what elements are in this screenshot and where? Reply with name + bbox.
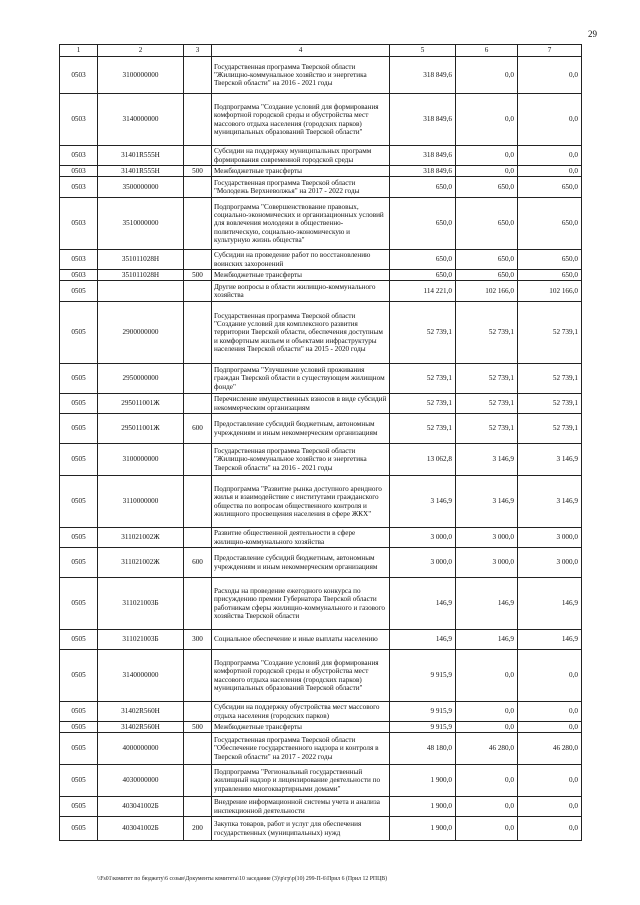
amount-year2-cell: 0,0 bbox=[456, 797, 518, 817]
amount-year3-cell: 0,0 bbox=[518, 722, 582, 733]
amount-year2-cell: 0,0 bbox=[456, 94, 518, 146]
table-row bbox=[60, 146, 582, 166]
target-article-cell: 3100000000 bbox=[98, 444, 184, 476]
description-cell: Субсидии на поддержку обустройства мест массового отдыха населения (городских парков) bbox=[212, 702, 390, 722]
table-row bbox=[60, 250, 582, 270]
table-row bbox=[60, 198, 582, 250]
section-code-cell: 0505 bbox=[60, 281, 98, 302]
amount-year3-cell: 0,0 bbox=[518, 94, 582, 146]
amount-year3-cell: 650,0 bbox=[518, 198, 582, 250]
column-header: 5 bbox=[390, 45, 456, 57]
table-row bbox=[60, 722, 582, 733]
expense-type-cell bbox=[184, 528, 212, 548]
target-article-cell: 3140000000 bbox=[98, 650, 184, 702]
expense-type-cell bbox=[184, 57, 212, 94]
column-header: 3 bbox=[184, 45, 212, 57]
amount-year1-cell: 1 900,0 bbox=[390, 797, 456, 817]
description-cell: Предоставление субсидий бюджетным, автономным учреждениям и иным некоммерческим организациям bbox=[212, 548, 390, 578]
amount-year2-cell: 650,0 bbox=[456, 198, 518, 250]
table-row bbox=[60, 476, 582, 528]
target-article-cell: 2900000000 bbox=[98, 302, 184, 364]
table-row bbox=[60, 650, 582, 702]
target-article-cell: 311021003Б bbox=[98, 630, 184, 650]
table-row bbox=[60, 94, 582, 146]
amount-year2-cell: 3 146,9 bbox=[456, 476, 518, 528]
section-code-cell: 0505 bbox=[60, 528, 98, 548]
table-row bbox=[60, 548, 582, 578]
section-code-cell: 0505 bbox=[60, 548, 98, 578]
section-code-cell: 0503 bbox=[60, 270, 98, 281]
table-header-row bbox=[60, 45, 582, 57]
section-code-cell: 0503 bbox=[60, 94, 98, 146]
amount-year2-cell: 0,0 bbox=[456, 146, 518, 166]
amount-year1-cell: 146,9 bbox=[390, 630, 456, 650]
amount-year2-cell: 0,0 bbox=[456, 722, 518, 733]
expense-type-cell bbox=[184, 394, 212, 414]
target-article-cell: 311021002Ж bbox=[98, 548, 184, 578]
table-row bbox=[60, 765, 582, 797]
table-row bbox=[60, 57, 582, 94]
column-header: 6 bbox=[456, 45, 518, 57]
description-cell: Подпрограмма "Региональный государственный жилищный надзор и лицензирование деятельности по управлению многоквартирными домами" bbox=[212, 765, 390, 797]
amount-year2-cell: 3 000,0 bbox=[456, 548, 518, 578]
description-cell: Межбюджетные трансферты bbox=[212, 166, 390, 177]
section-code-cell: 0505 bbox=[60, 797, 98, 817]
description-cell: Внедрение информационной системы учета и анализа инспекционной деятельности bbox=[212, 797, 390, 817]
amount-year3-cell: 650,0 bbox=[518, 177, 582, 198]
amount-year2-cell: 650,0 bbox=[456, 250, 518, 270]
section-code-cell: 0505 bbox=[60, 733, 98, 765]
amount-year2-cell: 102 166,0 bbox=[456, 281, 518, 302]
table-row bbox=[60, 630, 582, 650]
expense-type-cell: 600 bbox=[184, 414, 212, 444]
column-header: 4 bbox=[212, 45, 390, 57]
budget-table bbox=[59, 44, 582, 841]
description-cell: Развитие общественной деятельности в сфере жилищно-коммунального хозяйства bbox=[212, 528, 390, 548]
target-article-cell: 3510000000 bbox=[98, 198, 184, 250]
column-header: 1 bbox=[60, 45, 98, 57]
amount-year1-cell: 52 739,1 bbox=[390, 414, 456, 444]
expense-type-cell: 500 bbox=[184, 722, 212, 733]
amount-year2-cell: 52 739,1 bbox=[456, 302, 518, 364]
table-row bbox=[60, 817, 582, 841]
amount-year3-cell: 0,0 bbox=[518, 650, 582, 702]
table-row bbox=[60, 302, 582, 364]
target-article-cell: 4030000000 bbox=[98, 765, 184, 797]
amount-year3-cell: 3 146,9 bbox=[518, 444, 582, 476]
expense-type-cell: 200 bbox=[184, 817, 212, 841]
expense-type-cell bbox=[184, 364, 212, 394]
amount-year1-cell: 650,0 bbox=[390, 177, 456, 198]
amount-year3-cell: 0,0 bbox=[518, 166, 582, 177]
column-header: 2 bbox=[98, 45, 184, 57]
amount-year1-cell: 650,0 bbox=[390, 270, 456, 281]
description-cell: Подпрограмма "Улучшение условий проживания граждан Тверской области в существующем жилищном фонде" bbox=[212, 364, 390, 394]
table-row bbox=[60, 702, 582, 722]
description-cell: Предоставление субсидий бюджетным, автономным учреждениям и иным некоммерческим организациям bbox=[212, 414, 390, 444]
amount-year1-cell: 52 739,1 bbox=[390, 302, 456, 364]
target-article-cell: 311021003Б bbox=[98, 578, 184, 630]
amount-year1-cell: 3 000,0 bbox=[390, 548, 456, 578]
table-row bbox=[60, 364, 582, 394]
amount-year2-cell: 0,0 bbox=[456, 166, 518, 177]
amount-year2-cell: 650,0 bbox=[456, 177, 518, 198]
target-article-cell: 31401R555H bbox=[98, 166, 184, 177]
target-article-cell: 351011028Н bbox=[98, 250, 184, 270]
target-article-cell bbox=[98, 281, 184, 302]
section-code-cell: 0505 bbox=[60, 702, 98, 722]
amount-year2-cell: 0,0 bbox=[456, 765, 518, 797]
amount-year1-cell: 48 180,0 bbox=[390, 733, 456, 765]
description-cell: Расходы на проведение ежегодного конкурса по присуждению премии Губернатора Тверской области работникам сферы жилищно-коммунального и газового хозяйства Тверской области bbox=[212, 578, 390, 630]
description-cell: Государственная программа Тверской области "Жилищно-коммунальное хозяйство и энергетика Тверской области" на 2016 - 2021 годы bbox=[212, 444, 390, 476]
expense-type-cell bbox=[184, 94, 212, 146]
section-code-cell: 0505 bbox=[60, 394, 98, 414]
table-row bbox=[60, 528, 582, 548]
amount-year2-cell: 0,0 bbox=[456, 817, 518, 841]
expense-type-cell bbox=[184, 797, 212, 817]
table-row bbox=[60, 394, 582, 414]
table-row bbox=[60, 414, 582, 444]
section-code-cell: 0505 bbox=[60, 578, 98, 630]
amount-year3-cell: 0,0 bbox=[518, 146, 582, 166]
description-cell: Подпрограмма "Создание условий для формирования комфортной городской среды и обустройства мест массового отдыха населения (городских парков) муниципальных образований Тверской области" bbox=[212, 650, 390, 702]
expense-type-cell bbox=[184, 146, 212, 166]
amount-year3-cell: 3 146,9 bbox=[518, 476, 582, 528]
section-code-cell: 0505 bbox=[60, 414, 98, 444]
target-article-cell: 3110000000 bbox=[98, 476, 184, 528]
table-row bbox=[60, 733, 582, 765]
description-cell: Государственная программа Тверской области "Создание условий для комплексного развития территории Тверской области, обеспечения доступным и комфортным жильем и объектами инфраструктуры населения Тверской области" на 2015 - 2020 годы bbox=[212, 302, 390, 364]
section-code-cell: 0503 bbox=[60, 198, 98, 250]
description-cell: Государственная программа Тверской области "Молодежь Верхневолжья" на 2017 - 2022 годы bbox=[212, 177, 390, 198]
amount-year1-cell: 52 739,1 bbox=[390, 364, 456, 394]
section-code-cell: 0505 bbox=[60, 302, 98, 364]
amount-year1-cell: 3 000,0 bbox=[390, 528, 456, 548]
target-article-cell: 4000000000 bbox=[98, 733, 184, 765]
target-article-cell: 31401R555H bbox=[98, 146, 184, 166]
amount-year2-cell: 52 739,1 bbox=[456, 394, 518, 414]
section-code-cell: 0503 bbox=[60, 177, 98, 198]
amount-year2-cell: 3 146,9 bbox=[456, 444, 518, 476]
section-code-cell: 0505 bbox=[60, 364, 98, 394]
file-path-footer: \\Fs01\комитет по бюджету\6 созыв\Документы комитета\10 заседание (3)\р\гр\р(10) 299-П-6\Прил 6 (Прил 12 РПЦВ) bbox=[97, 876, 388, 882]
expense-type-cell bbox=[184, 650, 212, 702]
section-code-cell: 0503 bbox=[60, 146, 98, 166]
target-article-cell: 2950000000 bbox=[98, 364, 184, 394]
target-article-cell: 31402R560H bbox=[98, 722, 184, 733]
amount-year2-cell: 650,0 bbox=[456, 270, 518, 281]
expense-type-cell: 300 bbox=[184, 630, 212, 650]
page-number: 29 bbox=[588, 29, 597, 39]
amount-year3-cell: 52 739,1 bbox=[518, 414, 582, 444]
description-cell: Другие вопросы в области жилищно-коммунального хозяйства bbox=[212, 281, 390, 302]
amount-year2-cell: 0,0 bbox=[456, 57, 518, 94]
amount-year3-cell: 0,0 bbox=[518, 817, 582, 841]
expense-type-cell bbox=[184, 765, 212, 797]
amount-year1-cell: 650,0 bbox=[390, 250, 456, 270]
description-cell: Социальное обеспечение и иные выплаты населению bbox=[212, 630, 390, 650]
expense-type-cell bbox=[184, 578, 212, 630]
amount-year1-cell: 146,9 bbox=[390, 578, 456, 630]
section-code-cell: 0505 bbox=[60, 650, 98, 702]
expense-type-cell: 600 bbox=[184, 548, 212, 578]
description-cell: Закупка товаров, работ и услуг для обеспечения государственных (муниципальных) нужд bbox=[212, 817, 390, 841]
expense-type-cell bbox=[184, 250, 212, 270]
description-cell: Перечисление имущественных взносов в виде субсидий некоммерческим организациям bbox=[212, 394, 390, 414]
expense-type-cell bbox=[184, 444, 212, 476]
amount-year1-cell: 1 900,0 bbox=[390, 765, 456, 797]
target-article-cell: 3100000000 bbox=[98, 57, 184, 94]
amount-year1-cell: 318 849,6 bbox=[390, 94, 456, 146]
section-code-cell: 0505 bbox=[60, 817, 98, 841]
description-cell: Государственная программа Тверской области "Жилищно-коммунальное хозяйство и энергетика Тверской области" на 2016 - 2021 годы bbox=[212, 57, 390, 94]
amount-year1-cell: 13 062,8 bbox=[390, 444, 456, 476]
table-body bbox=[60, 57, 582, 841]
description-cell: Межбюджетные трансферты bbox=[212, 270, 390, 281]
amount-year1-cell: 114 221,0 bbox=[390, 281, 456, 302]
amount-year3-cell: 0,0 bbox=[518, 702, 582, 722]
section-code-cell: 0503 bbox=[60, 57, 98, 94]
table-row bbox=[60, 270, 582, 281]
expense-type-cell bbox=[184, 476, 212, 528]
expense-type-cell bbox=[184, 198, 212, 250]
target-article-cell: 3140000000 bbox=[98, 94, 184, 146]
table-row bbox=[60, 797, 582, 817]
section-code-cell: 0505 bbox=[60, 444, 98, 476]
amount-year3-cell: 52 739,1 bbox=[518, 394, 582, 414]
amount-year2-cell: 0,0 bbox=[456, 650, 518, 702]
section-code-cell: 0503 bbox=[60, 250, 98, 270]
amount-year2-cell: 52 739,1 bbox=[456, 364, 518, 394]
amount-year2-cell: 3 000,0 bbox=[456, 528, 518, 548]
table-row bbox=[60, 444, 582, 476]
description-cell: Подпрограмма "Совершенствование правовых, социально-экономических и организационных условий для вовлечения молодежи в общественно-политическую, социально-экономическую и культурную жизнь общества" bbox=[212, 198, 390, 250]
amount-year1-cell: 650,0 bbox=[390, 198, 456, 250]
amount-year2-cell: 52 739,1 bbox=[456, 414, 518, 444]
target-article-cell: 403041002Б bbox=[98, 817, 184, 841]
expense-type-cell bbox=[184, 177, 212, 198]
expense-type-cell: 500 bbox=[184, 270, 212, 281]
target-article-cell: 295011001Ж bbox=[98, 394, 184, 414]
amount-year3-cell: 52 739,1 bbox=[518, 302, 582, 364]
expense-type-cell: 500 bbox=[184, 166, 212, 177]
target-article-cell: 351011028Н bbox=[98, 270, 184, 281]
expense-type-cell bbox=[184, 702, 212, 722]
description-cell: Подпрограмма "Создание условий для формирования комфортной городской среды и обустройства мест массового отдыха населения (городских парков) муниципальных образований Тверской области" bbox=[212, 94, 390, 146]
expense-type-cell bbox=[184, 733, 212, 765]
amount-year3-cell: 146,9 bbox=[518, 578, 582, 630]
description-cell: Межбюджетные трансферты bbox=[212, 722, 390, 733]
amount-year1-cell: 9 915,9 bbox=[390, 722, 456, 733]
amount-year1-cell: 52 739,1 bbox=[390, 394, 456, 414]
amount-year1-cell: 3 146,9 bbox=[390, 476, 456, 528]
amount-year3-cell: 0,0 bbox=[518, 797, 582, 817]
amount-year3-cell: 0,0 bbox=[518, 765, 582, 797]
table-row bbox=[60, 578, 582, 630]
target-article-cell: 403041002Б bbox=[98, 797, 184, 817]
amount-year2-cell: 46 280,0 bbox=[456, 733, 518, 765]
section-code-cell: 0505 bbox=[60, 722, 98, 733]
expense-type-cell bbox=[184, 281, 212, 302]
amount-year3-cell: 3 000,0 bbox=[518, 548, 582, 578]
amount-year1-cell: 1 900,0 bbox=[390, 817, 456, 841]
amount-year1-cell: 9 915,9 bbox=[390, 702, 456, 722]
amount-year1-cell: 318 849,6 bbox=[390, 57, 456, 94]
amount-year3-cell: 52 739,1 bbox=[518, 364, 582, 394]
table-row bbox=[60, 281, 582, 302]
table-row bbox=[60, 177, 582, 198]
description-cell: Государственная программа Тверской области "Обеспечение государственного надзора и контроля в Тверской области" на 2017 - 2022 годы bbox=[212, 733, 390, 765]
table-row bbox=[60, 166, 582, 177]
amount-year3-cell: 3 000,0 bbox=[518, 528, 582, 548]
column-header: 7 bbox=[518, 45, 582, 57]
amount-year2-cell: 146,9 bbox=[456, 630, 518, 650]
amount-year3-cell: 650,0 bbox=[518, 250, 582, 270]
amount-year3-cell: 650,0 bbox=[518, 270, 582, 281]
amount-year1-cell: 318 849,6 bbox=[390, 146, 456, 166]
section-code-cell: 0503 bbox=[60, 166, 98, 177]
expense-type-cell bbox=[184, 302, 212, 364]
amount-year1-cell: 318 849,6 bbox=[390, 166, 456, 177]
target-article-cell: 31402R560H bbox=[98, 702, 184, 722]
target-article-cell: 311021002Ж bbox=[98, 528, 184, 548]
section-code-cell: 0505 bbox=[60, 765, 98, 797]
amount-year2-cell: 0,0 bbox=[456, 702, 518, 722]
amount-year3-cell: 146,9 bbox=[518, 630, 582, 650]
description-cell: Подпрограмма "Развитие рынка доступного арендного жилья и взаимодействие с институтами гражданского общества по вопросам общественного контроля и жилищного просвещения населения в сфере ЖКХ" bbox=[212, 476, 390, 528]
amount-year2-cell: 146,9 bbox=[456, 578, 518, 630]
amount-year3-cell: 46 280,0 bbox=[518, 733, 582, 765]
section-code-cell: 0505 bbox=[60, 476, 98, 528]
amount-year1-cell: 9 915,9 bbox=[390, 650, 456, 702]
amount-year3-cell: 102 166,0 bbox=[518, 281, 582, 302]
target-article-cell: 3500000000 bbox=[98, 177, 184, 198]
section-code-cell: 0505 bbox=[60, 630, 98, 650]
target-article-cell: 295011001Ж bbox=[98, 414, 184, 444]
amount-year3-cell: 0,0 bbox=[518, 57, 582, 94]
description-cell: Субсидии на проведение работ по восстановлению воинских захоронений bbox=[212, 250, 390, 270]
description-cell: Субсидии на поддержку муниципальных программ формирования современной городской среды bbox=[212, 146, 390, 166]
